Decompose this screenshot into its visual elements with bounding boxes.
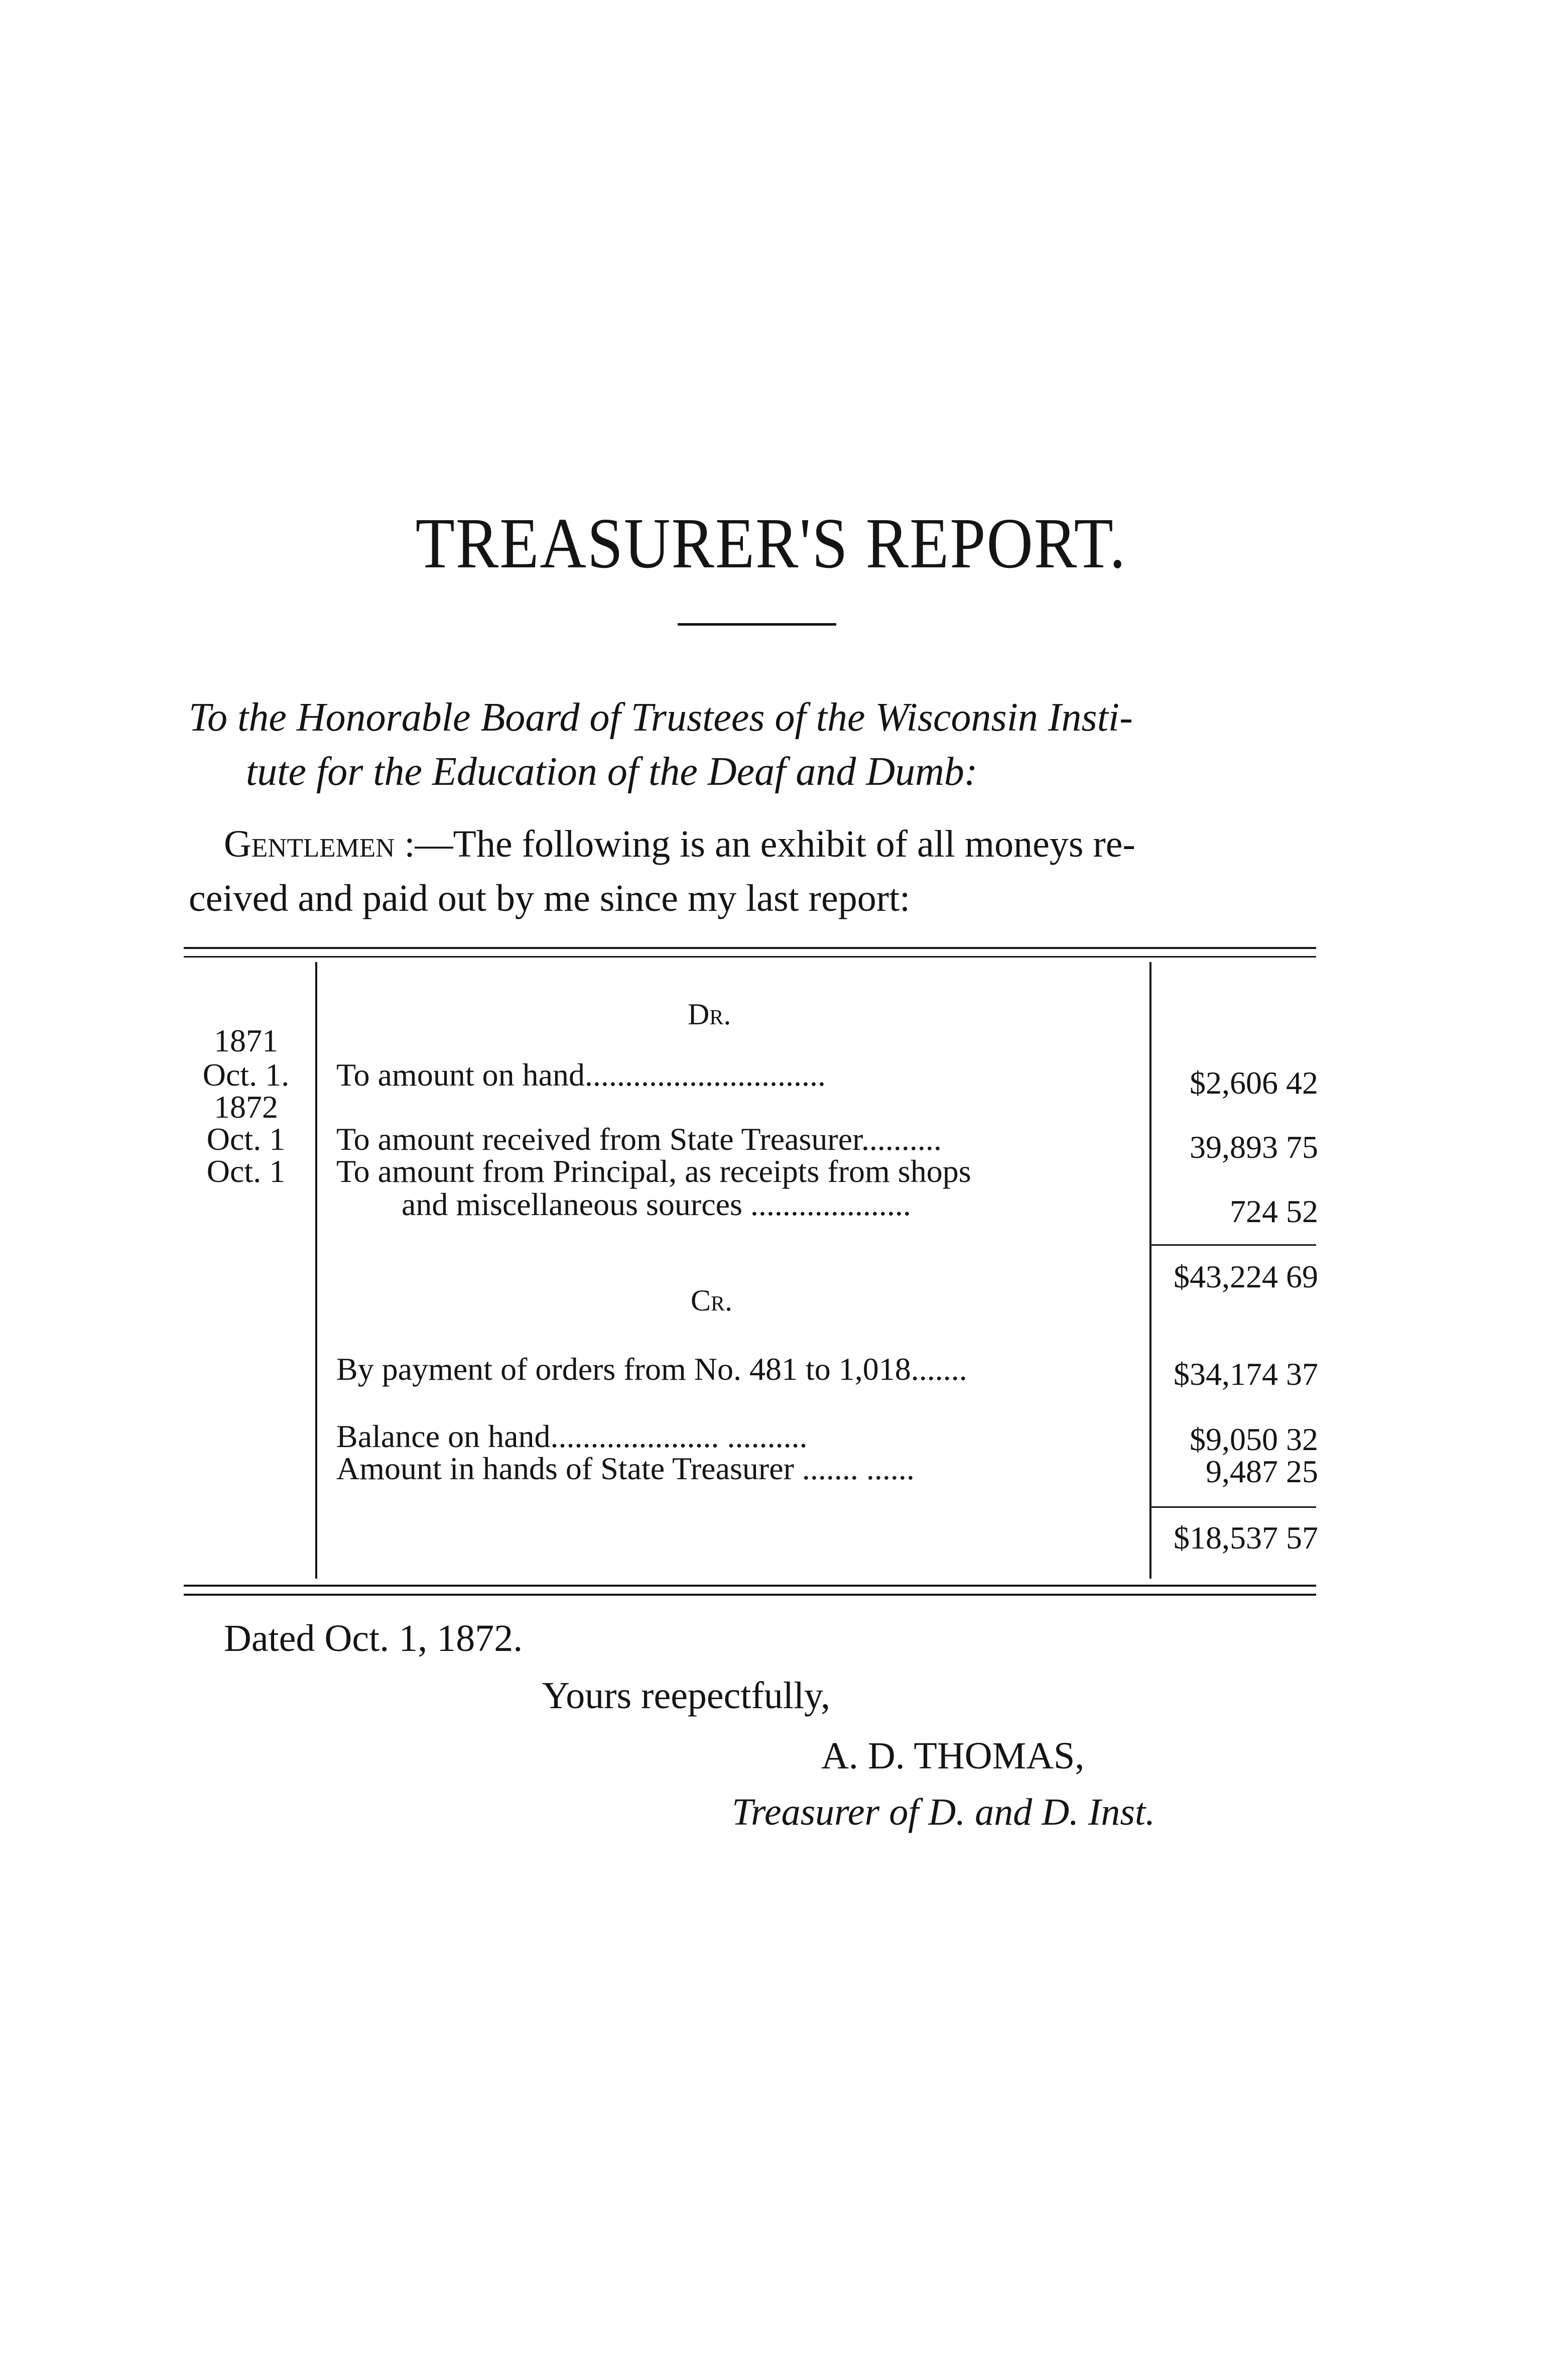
date-year-1872: 1872 (214, 1089, 278, 1125)
date-column-divider (315, 962, 317, 1579)
table-top-rule-2 (184, 956, 1316, 958)
dr-row-4-amount: 724 52 (1230, 1194, 1318, 1229)
dr-row-2-desc: To amount received from State Treasurer.......... (336, 1121, 942, 1157)
cr-header: Cr. (691, 1284, 733, 1317)
cr-row-3-desc: Amount in hands of State Treasurer ....... ...... (336, 1451, 915, 1486)
intro-line-1-text: :—The following is an exhibit of all moneys re- (395, 823, 1135, 865)
dr-row-2-amount: 39,893 75 (1190, 1129, 1318, 1165)
date-oct-1-b: Oct. 1 (206, 1153, 286, 1189)
cr-total: $18,537 57 (1174, 1520, 1318, 1556)
signature-name: A. D. THOMAS, (821, 1735, 1085, 1777)
dr-header: Dr. (688, 998, 731, 1031)
cr-subtotal-rule (1150, 1506, 1316, 1508)
closing-salutation: Yours reepectfully, (542, 1675, 831, 1717)
date-oct-1-1871: Oct. 1. (202, 1057, 290, 1093)
cr-row-2-amount: $9,050 32 (1190, 1421, 1318, 1457)
cr-row-3-amount: 9,487 25 (1206, 1454, 1318, 1489)
date-oct-1-a: Oct. 1 (206, 1121, 286, 1157)
intro-line-1 (224, 822, 1135, 866)
address-line-2: tute for the Education of the Deaf and Dumb: (246, 750, 978, 794)
dated-line: Dated Oct. 1, 1872. (224, 1617, 523, 1659)
table-bottom-rule-2 (184, 1594, 1316, 1596)
dr-row-1-amount: $2,606 42 (1190, 1065, 1318, 1101)
dr-subtotal-rule (1150, 1244, 1316, 1246)
dr-row-3-desc: To amount from Principal, as receipts from shops (336, 1153, 971, 1189)
salutation: Gentlemen (224, 823, 395, 865)
dr-row-1-desc: To amount on hand.............................. (336, 1057, 826, 1093)
page-title: TREASURER'S REPORT. (415, 503, 1127, 583)
cr-row-1-amount: $34,174 37 (1174, 1356, 1318, 1392)
table-bottom-rule-1 (184, 1585, 1316, 1587)
signature-title: Treasurer of D. and D. Inst. (732, 1791, 1155, 1833)
dr-total: $43,224 69 (1174, 1259, 1318, 1294)
intro-line-2: ceived and paid out by me since my last report: (189, 877, 911, 919)
table-top-rule-1 (184, 947, 1316, 949)
cr-row-1-desc: By payment of orders from No. 481 to 1,018....... (336, 1351, 967, 1387)
cr-row-2-desc: Balance on hand..................... .......... (336, 1418, 808, 1454)
address-line-1: To the Honorable Board of Trustees of the Wisconsin Insti- (189, 695, 1133, 740)
date-year-1871: 1871 (214, 1023, 278, 1058)
title-rule (678, 623, 836, 626)
dr-row-4-desc: and miscellaneous sources .................... (402, 1186, 911, 1222)
